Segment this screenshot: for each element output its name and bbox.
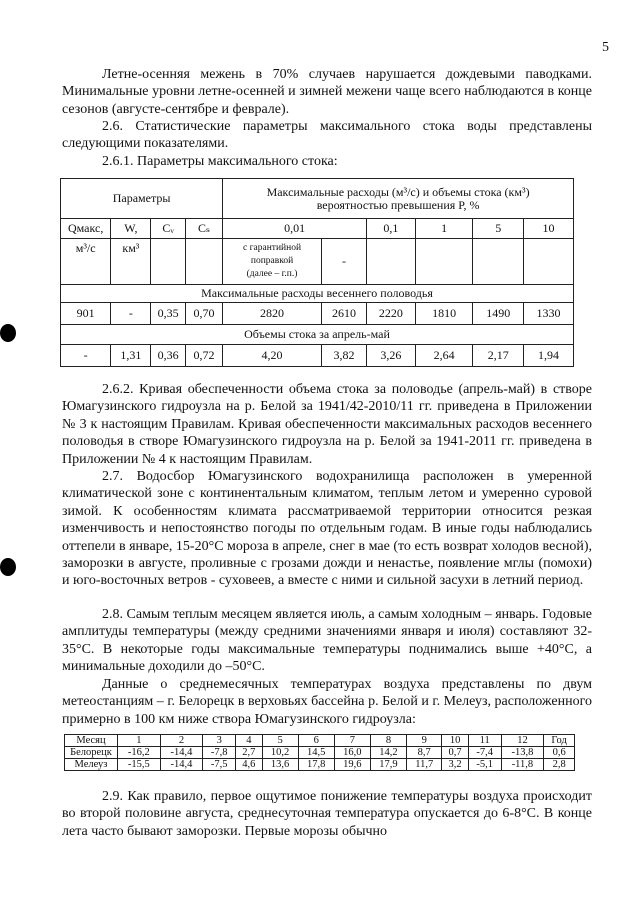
table-cell: -14,4 [160, 747, 203, 759]
table-cell: 4,6 [236, 759, 262, 771]
table-cell: 4,20 [223, 345, 322, 367]
table-cell: -13,8 [501, 747, 544, 759]
table-cell: 2,64 [415, 345, 472, 367]
table-cell: 901 [61, 303, 111, 325]
header-p-1: 1 [415, 219, 472, 239]
table-header-cell: 7 [334, 735, 370, 747]
table-header-cell: 9 [407, 735, 442, 747]
header-parameters: Параметры [61, 179, 223, 219]
table-cell: 2610 [321, 303, 366, 325]
table-cell: 1,31 [111, 345, 151, 367]
paragraph-2-7: 2.7. Водосбор Юмагузинского водохранилища расположен в умеренной климатической зоне с континентальным климатом, теплым летом и умеренно суровой зимой. К особенностям климата рассматриваемой территории относится резкая изменчивость и непостоянство погоды по отдельным годам. В иные годы наблюдались оттепели в январе, 15-20°С мороза в апреле, снег в мае (то есть возврат холодов весной), заморозки в августе, проливные с грозами дожди и ненастье, появление мглы (помохи) и юго-восточных ветров - суховеев, а вместе с ними и сильной засухи в летний период. [62, 469, 592, 589]
table-cell: -7,4 [468, 747, 501, 759]
section-spring-flood: Максимальные расходы весеннего половодья [61, 285, 574, 303]
section-runoff-volumes: Объемы стока за апрель-май [61, 325, 574, 345]
table-header-cell: 12 [501, 735, 544, 747]
table-cell: Белорецк [65, 747, 118, 759]
table-cell: 0,35 [151, 303, 185, 325]
guarantee-dash: - [321, 239, 366, 285]
table-cell: 3,26 [366, 345, 415, 367]
paragraph-low-water: Летне-осенняя межень в 70% случаев нарушается дождевыми паводками. Минимальные уровни летне-осенней и зимней межени чаще всего наблюдаются в конце сезонов (августе-сентябре и феврале). [62, 67, 592, 117]
table-header-cell: 2 [160, 735, 203, 747]
table-header-cell: 4 [236, 735, 262, 747]
paragraph-2-8: 2.8. Самым теплым месяцем является июль, а самым холодным – январь. Годовые амплитуды температуры (между средними значениями января и июля) составляют 32-35°С. В некоторые годы максимальные температуры поднимались выше +40°С, а минимальные доходили до –50°С. [62, 607, 592, 675]
table-cell: -7,8 [203, 747, 236, 759]
table-cell: 1490 [473, 303, 524, 325]
table-header-cell: 1 [118, 735, 161, 747]
table-header-cell: 5 [262, 735, 298, 747]
table-cell: 0,6 [544, 747, 575, 759]
paragraph-2-6-2: 2.6.2. Кривая обеспеченности объема стока за половодье (апрель-май) в створе Юмагузинского гидроузла на р. Белой за 1941/42-2010/11 гг. приведена в Приложении № 3 к настоящим Правилам. Кривая обеспеченности максимальных расходов весеннего половодья в створе Юмагузинского гидроузла на р. Белой за 1941-2011 гг. приведена в Приложении № 4 к настоящим Правилам. [62, 382, 592, 467]
table-cell: 1330 [524, 303, 574, 325]
table-cell: 0,72 [185, 345, 222, 367]
table-cell: 2,17 [473, 345, 524, 367]
header-max-flow [223, 179, 574, 219]
monthly-temperature-table [64, 734, 575, 771]
header-p-5: 5 [473, 219, 524, 239]
table-header-cell: 8 [370, 735, 406, 747]
table-cell: 14,2 [370, 747, 406, 759]
table-cell: - [111, 303, 151, 325]
table-cell: 17,8 [298, 759, 334, 771]
table-cell: -16,2 [118, 747, 161, 759]
table-cell: 11,7 [407, 759, 442, 771]
header-cv: Cᵥ [151, 219, 185, 239]
header-p-0-1: 0,1 [366, 219, 415, 239]
punch-hole-mark [0, 324, 16, 342]
table-row [65, 747, 575, 759]
table-row [65, 759, 575, 771]
table-cell: 1,94 [524, 345, 574, 367]
table-cell: 0,36 [151, 345, 185, 367]
table-cell: 17,9 [370, 759, 406, 771]
table-row [61, 345, 574, 367]
header-max-flow-line2: вероятностью превышения Р, % [316, 197, 480, 212]
header-p-10: 10 [524, 219, 574, 239]
paragraph-temperature-intro: Данные о среднемесячных температурах воздуха представлены по двум метеостанциям – г. Белорецк в верховьях бассейна р. Белой и г. Мелеуз, расположенного примерно в 100 км ниже створа Юмагузинского гидроузла: [62, 677, 592, 727]
guarantee-line2: поправкой [250, 256, 294, 266]
table-cell: 19,6 [334, 759, 370, 771]
header-cs: Cₛ [185, 219, 222, 239]
table-cell: 16,0 [334, 747, 370, 759]
table-header-cell: 6 [298, 735, 334, 747]
max-flow-parameters-table [60, 178, 574, 367]
table-cell: 3,2 [442, 759, 468, 771]
table-cell: 3,82 [321, 345, 366, 367]
guarantee-correction-note [223, 239, 322, 285]
table-cell: -7,5 [203, 759, 236, 771]
table-cell: 2,7 [236, 747, 262, 759]
table-cell: -5,1 [468, 759, 501, 771]
table-cell: -15,5 [118, 759, 161, 771]
table-header-cell: 11 [468, 735, 501, 747]
table-cell: - [61, 345, 111, 367]
table-cell: 2,8 [544, 759, 575, 771]
punch-hole-mark [0, 558, 16, 576]
header-max-flow-line1: Максимальные расходы (м³/с) и объемы стока (км³) [266, 184, 530, 199]
table-cell: 2220 [366, 303, 415, 325]
table-cell: 2820 [223, 303, 322, 325]
table-header-cell: Год [544, 735, 575, 747]
table-cell: 13,6 [262, 759, 298, 771]
header-p-0-01: 0,01 [223, 219, 367, 239]
guarantee-line3: (далее – г.п.) [246, 269, 298, 279]
table-cell: 14,5 [298, 747, 334, 759]
paragraph-2-6: 2.6. Статистические параметры максимального стока воды представлены следующими показателями. [62, 119, 592, 152]
table-cell: 0,70 [185, 303, 222, 325]
table-cell: 10,2 [262, 747, 298, 759]
paragraph-2-9: 2.9. Как правило, первое ощутимое понижение температуры воздуха происходит во второй половине августа, среднесуточная температура опускается до 6-8°С. В конце лета часто бывают заморозки. Первые морозы обычно [62, 789, 592, 839]
table-header-cell: 3 [203, 735, 236, 747]
table-cell: Мелеуз [65, 759, 118, 771]
table-header-cell: 10 [442, 735, 468, 747]
unit-qmax: м³/с [61, 239, 111, 285]
header-qmax: Qмакс, [61, 219, 111, 239]
table-cell: -11,8 [501, 759, 544, 771]
table-row [61, 303, 574, 325]
header-w: W, [111, 219, 151, 239]
unit-w: км³ [111, 239, 151, 285]
table-cell: 1810 [415, 303, 472, 325]
table-cell: -14,4 [160, 759, 203, 771]
table-header-cell: Месяц [65, 735, 118, 747]
page-number: 5 [602, 40, 609, 55]
table-row [65, 735, 575, 747]
table-cell: 8,7 [407, 747, 442, 759]
paragraph-2-6-1: 2.6.1. Параметры максимального стока: [102, 154, 338, 169]
table-cell: 0,7 [442, 747, 468, 759]
guarantee-line1: с гарантийной [243, 243, 302, 253]
